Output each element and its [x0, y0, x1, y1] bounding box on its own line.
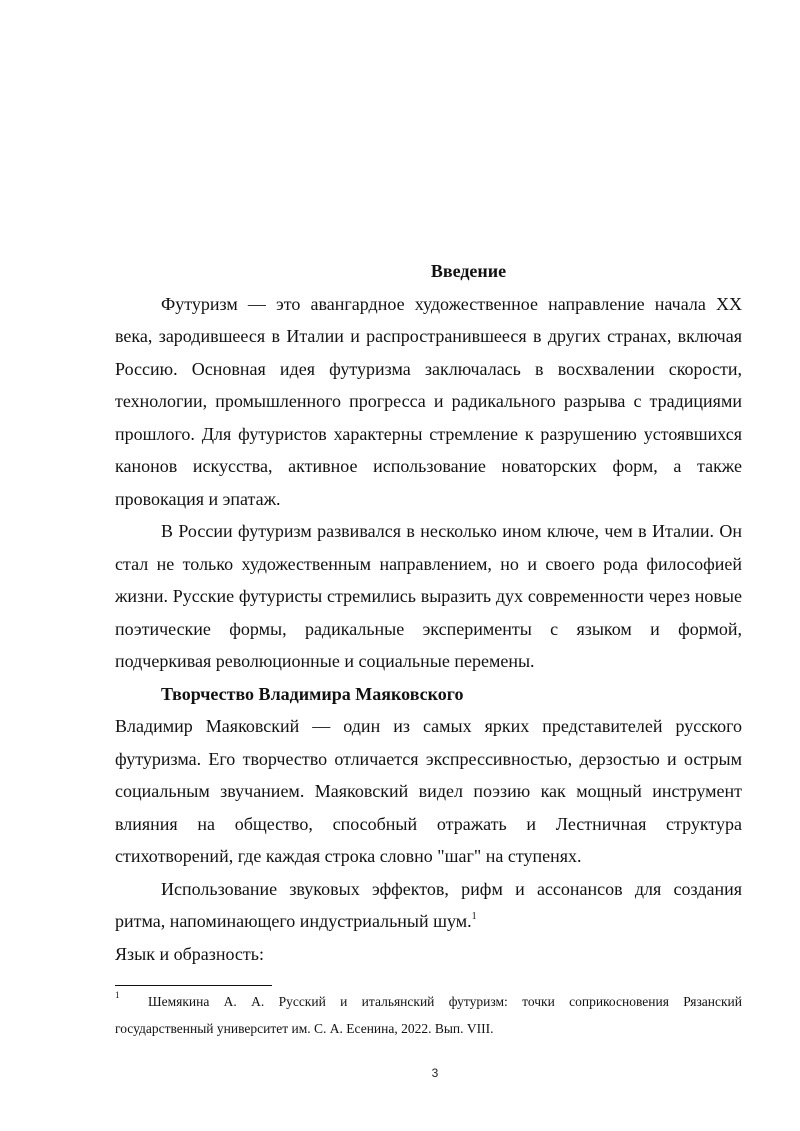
footnote-mark: 1 — [115, 990, 120, 1000]
paragraph-language: Язык и образность: — [115, 943, 264, 964]
subsection-heading: Творчество Владимира Маяковского — [161, 683, 464, 704]
paragraph-sound-effects — [115, 873, 742, 938]
paragraph-mayakovsky: Владимир Маяковский — один из самых ярких представителей русского футуризма. Его творчество отличается экспрессивностью, дерзостью и острым социальным звучанием. Маяковский видел поэзию как мощный инструмент влияния на общество, способный отражать и Лестничная структура стихотворений, где каждая строка словно "шаг" на ступенях. — [115, 716, 742, 866]
sound-effects-text: Использование звуковых эффектов, рифм и ассонансов для создания ритма, напоминающего индустриальный шум. — [115, 878, 742, 931]
section-heading: Введение — [430, 261, 507, 281]
page-number: 3 — [431, 1066, 439, 1080]
paragraph-intro: Футуризм — это авангардное художественное направление начала XX века, зародившееся в Италии и распространившееся в других странах, включая Россию. Основная идея футуризма заключалась в восхвалении скорости, технологии, промышленного прогресса и радикального разрыва с традициями прошлого. Для футуристов характерны стремление к разрушению устоявшихся канонов искусства, активное использование новаторских форм, а также провокация и эпатаж. — [115, 293, 742, 509]
footnote-separator — [115, 985, 272, 986]
footnote-text: Шемякина А. А. Русский и итальянский футуризм: точки соприкосновения Рязанский государственный университет им. С. А. Есенина, 2022. Вып. VIII. — [115, 994, 742, 1036]
page-body — [115, 255, 742, 970]
footnote — [115, 988, 742, 1042]
footnote-reference[interactable]: 1 — [471, 911, 477, 922]
paragraph-russia: В России футуризм развивался в несколько ином ключе, чем в Италии. Он стал не только художественным направлением, но и своего рода философией жизни. Русские футуристы стремились выразить дух современности через новые поэтические формы, радикальные эксперименты с языком и формой, подчеркивая революционные и социальные перемены. — [115, 521, 742, 671]
